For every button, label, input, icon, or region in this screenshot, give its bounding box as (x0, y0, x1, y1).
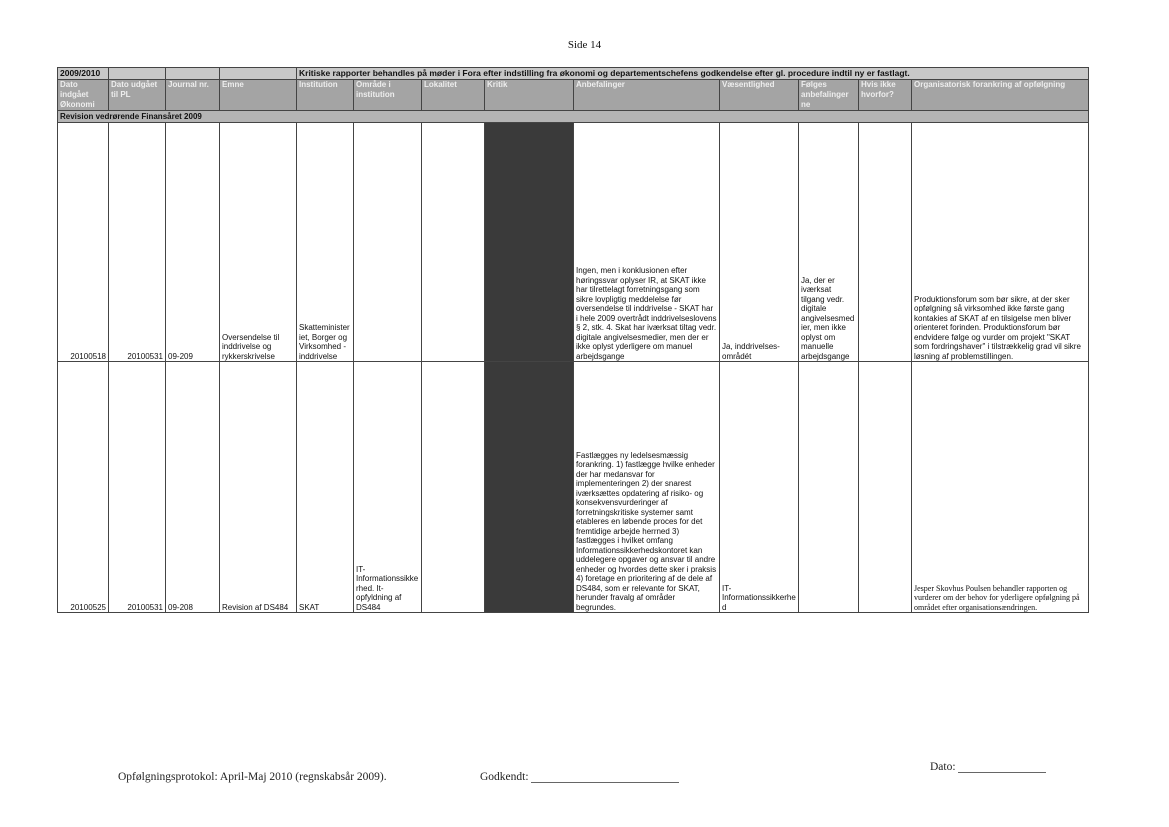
date-field (930, 761, 1046, 773)
header-hvis-ikke: Hvis ikke hvorfor? (859, 80, 912, 111)
table-title: Kritiske rapporter behandles på møder i Fora efter indstilling fra økonomi og departementschefens godkendelse efter gl. procedure indtil ny er fastlagt. (297, 68, 1089, 80)
cell-lokalitet (422, 362, 485, 613)
cell-emne: Revision af DS484 (220, 362, 297, 613)
cell-emne: Oversendelse til inddrivelse og rykkerskrivelse (220, 123, 297, 362)
table-row (58, 362, 1089, 613)
approval-field (480, 771, 679, 783)
header-omraade: Område i institution (354, 80, 422, 111)
follow-up-table (57, 67, 1089, 613)
header-emne: Emne (220, 80, 297, 111)
cell-institution: SKAT (297, 362, 354, 613)
redacted-kritik-cell (485, 123, 574, 362)
cell-hvis-ikke (859, 123, 912, 362)
cell-dato-indgaet: 20100518 (58, 123, 109, 362)
header-folges: Følges anbefalinger ne (799, 80, 859, 111)
page-label: Side 14 (567, 39, 602, 51)
header-row (58, 80, 1089, 111)
cell-anbefalinger: Fastlægges ny ledelsesmæssig forankring. 1) fastlægge hvilke enheder der har medansvar for implementeringen 2) der snarest iværksættes opdatering af risiko- og konsekvensvurderinger af forretningskritiske systemer samt etableres en løbende proces for det fremtidige arbejde herrned 3) fastlægges i hvilket omfang Informationssikkerhedskontoret kan uddelegere opgaver og ansvar til andre enheder og hvordes dette sker i praksis 4) foretage en prioritering af de dele af DS484, som er relevante for SKAT, herunder fravalg af områder begrundes. (574, 362, 720, 613)
cell-lokalitet (422, 123, 485, 362)
cell-dato-udgaet: 20100531 (109, 362, 166, 613)
cell-omraade (354, 123, 422, 362)
cell-folges (799, 362, 859, 613)
date-label: Dato: (930, 761, 956, 773)
header-dato-indgaet: Dato indgået Økonomi (58, 80, 109, 111)
header-journal: Journal nr. (166, 80, 220, 111)
cell-vaesentlighed: Ja, inddrivelses-områdét (720, 123, 799, 362)
approval-label: Godkendt: (480, 771, 529, 783)
period-cell: 2009/2010 (58, 68, 109, 80)
cell-organisatorisk: Produktionsforum som bør sikre, at der sker opfølgning så virksomhed ikke første gang kontakies af SKAT af en tilsigelse men bliver orienteret forinden. Produktionsforum bør endvidere følge og vurder om projekt "SKAT som fordringshaver" i tilstrækkelig grad vil sikre løsning af problemstillingen. (912, 123, 1089, 362)
table-title-row (58, 68, 1089, 80)
cell-organisatorisk: Jesper Skovhus Poulsen behandler rapporten og vurderer om der behov for yderligere opfølgning på området efter organisationsændringen. (912, 362, 1089, 613)
cell-anbefalinger: Ingen, men i konklusionen efter høringssvar oplyser IR, at SKAT ikke har tilrettelagt forretningsgang som sikre lovpligtig meddelelse før oversendelse til inddrivelse - SKAT har i hele 2009 overtrådt inddrivelseslovens § 2, stk. 4. Skat har iværksat tiltag vedr. digitale angivelsesmedier, men der er ikke oplyst yderligere om manuel arbejdsgange (574, 123, 720, 362)
cell-hvis-ikke (859, 362, 912, 613)
approval-signature-line (531, 782, 679, 783)
header-dato-udgaet: Dato udgået til PL (109, 80, 166, 111)
section-label: Revision vedrørende Finansåret 2009 (58, 111, 1089, 123)
cell-journal: 09-208 (166, 362, 220, 613)
header-organisatorisk: Organisatorisk forankring af opfølgning (912, 80, 1089, 111)
cell-dato-udgaet: 20100531 (109, 123, 166, 362)
cell-omraade: IT-Informationssikkerhed. It-opfyldning af DS484 (354, 362, 422, 613)
header-kritik: Kritik (485, 80, 574, 111)
cell-journal: 09-209 (166, 123, 220, 362)
redacted-kritik-cell (485, 362, 574, 613)
header-institution: Institution (297, 80, 354, 111)
header-vaesentlighed: Væsentlighed (720, 80, 799, 111)
header-anbefalinger: Anbefalinger (574, 80, 720, 111)
table-row (58, 123, 1089, 362)
cell-folges: Ja, der er iværksat tilgang vedr. digitale angivelsesmedier, men ikke oplyst om manuelle arbejdsgange (799, 123, 859, 362)
protocol-footer: Opfølgningsprotokol: April-Maj 2010 (regnskabsår 2009). (118, 771, 387, 783)
section-row (58, 111, 1089, 123)
cell-vaesentlighed: IT-Informationssikkerhed (720, 362, 799, 613)
cell-institution: Skatteministeriet, Borger og Virksomhed -inddrivelse (297, 123, 354, 362)
cell-dato-indgaet: 20100525 (58, 362, 109, 613)
header-lokalitet: Lokalitet (422, 80, 485, 111)
date-line (958, 772, 1046, 773)
